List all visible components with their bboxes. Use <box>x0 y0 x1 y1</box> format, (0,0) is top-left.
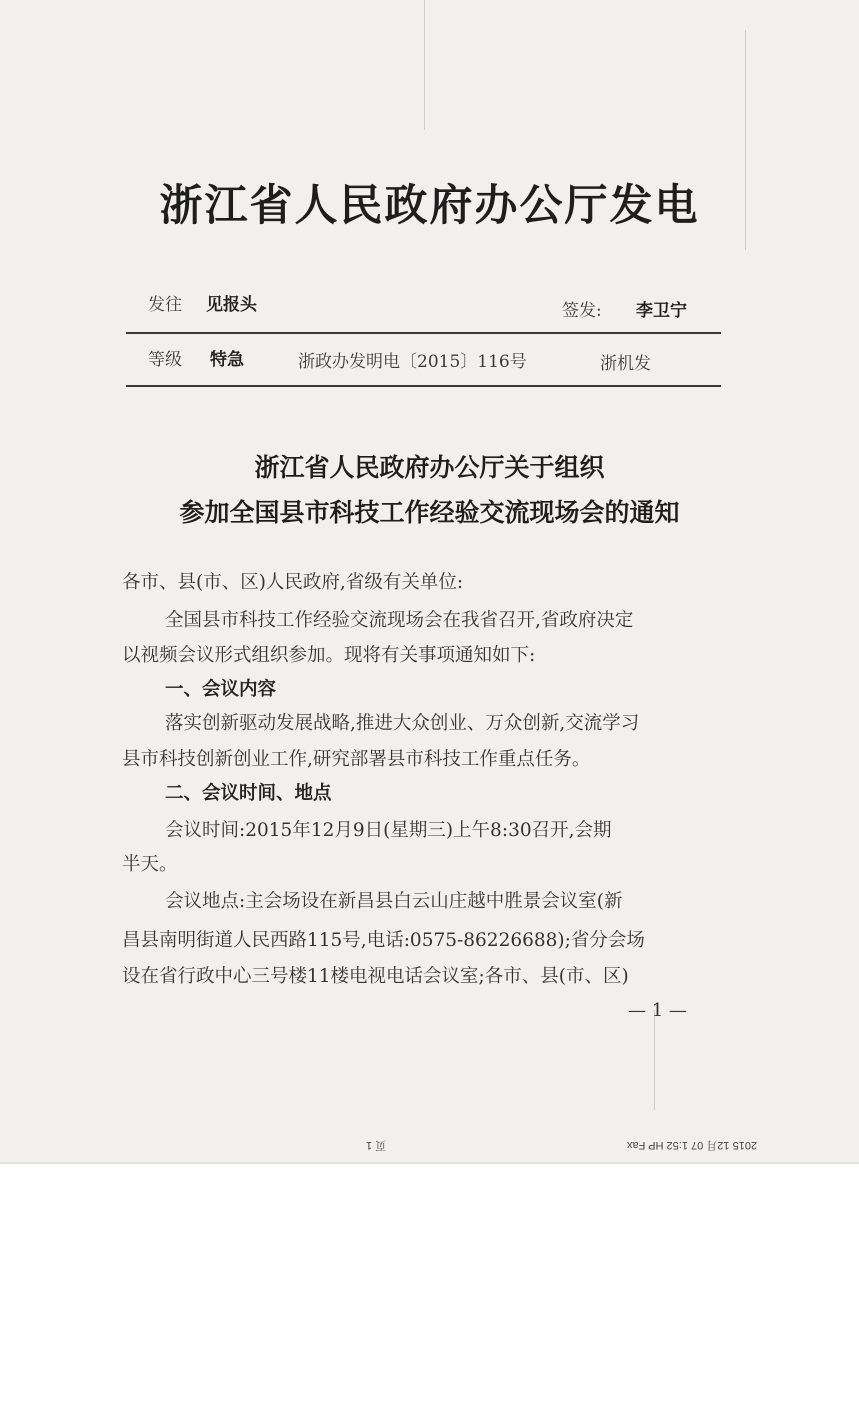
body-paragraph-line: 半天。 <box>122 854 178 875</box>
body-paragraph-line: 会议时间:2015年12月9日(星期三)上午8:30召开,会期 <box>165 820 612 841</box>
signer-value: 李卫宁 <box>636 301 687 321</box>
body-paragraph-line: 设在省行政中心三号楼11楼电视电话会议室;各市、县(市、区) <box>122 966 629 987</box>
section-heading: 二、会议时间、地点 <box>165 783 332 804</box>
fax-footer-stamp: 2015 12月 07 1:52 HP Fax <box>627 1139 758 1151</box>
scan-edge <box>0 1162 859 1164</box>
grade-value: 特急 <box>210 350 244 370</box>
body-paragraph-line: 落实创新驱动发展战略,推进大众创业、万众创新,交流学习 <box>165 713 640 734</box>
send-to-row <box>0 290 859 320</box>
issuer: 浙机发 <box>600 354 651 374</box>
body-paragraph-line: 县市科技创新创业工作,研究部署县市科技工作重点任务。 <box>122 749 591 770</box>
signer-label: 签发: <box>562 301 602 321</box>
send-to-value: 见报头 <box>206 295 257 315</box>
grade-row <box>0 345 859 375</box>
body-paragraph-line: 全国县市科技工作经验交流现场会在我省召开,省政府决定 <box>165 610 634 631</box>
scan-artifact <box>424 0 425 130</box>
fax-footer-page: 页 1 <box>366 1139 387 1151</box>
doc-title-line-2: 参加全国县市科技工作经验交流现场会的通知 <box>179 498 680 527</box>
grade-label: 等级 <box>148 350 182 370</box>
doc-title-line-1: 浙江省人民政府办公厅关于组织 <box>254 453 605 482</box>
doc-number: 浙政办发明电〔2015〕116号 <box>298 352 527 372</box>
section-heading: 一、会议内容 <box>165 679 277 700</box>
body-paragraph-line: 以视频会议形式组织参加。现将有关事项通知如下: <box>122 645 536 666</box>
page-number: — 1 — <box>628 1000 687 1021</box>
scan-artifact <box>654 1010 655 1110</box>
header-title: 浙江省人民政府办公厅发电 <box>159 181 700 231</box>
body-paragraph-line: 昌县南明街道人民西路115号,电话:0575-86226688);省分会场 <box>122 930 645 951</box>
send-to-label: 发往 <box>148 295 182 315</box>
header-rule-bottom <box>126 385 721 387</box>
salutation: 各市、县(市、区)人民政府,省级有关单位: <box>122 572 464 593</box>
body-paragraph-line: 会议地点:主会场设在新昌县白云山庄越中胜景会议室(新 <box>165 891 623 912</box>
header-rule-top <box>126 332 721 334</box>
